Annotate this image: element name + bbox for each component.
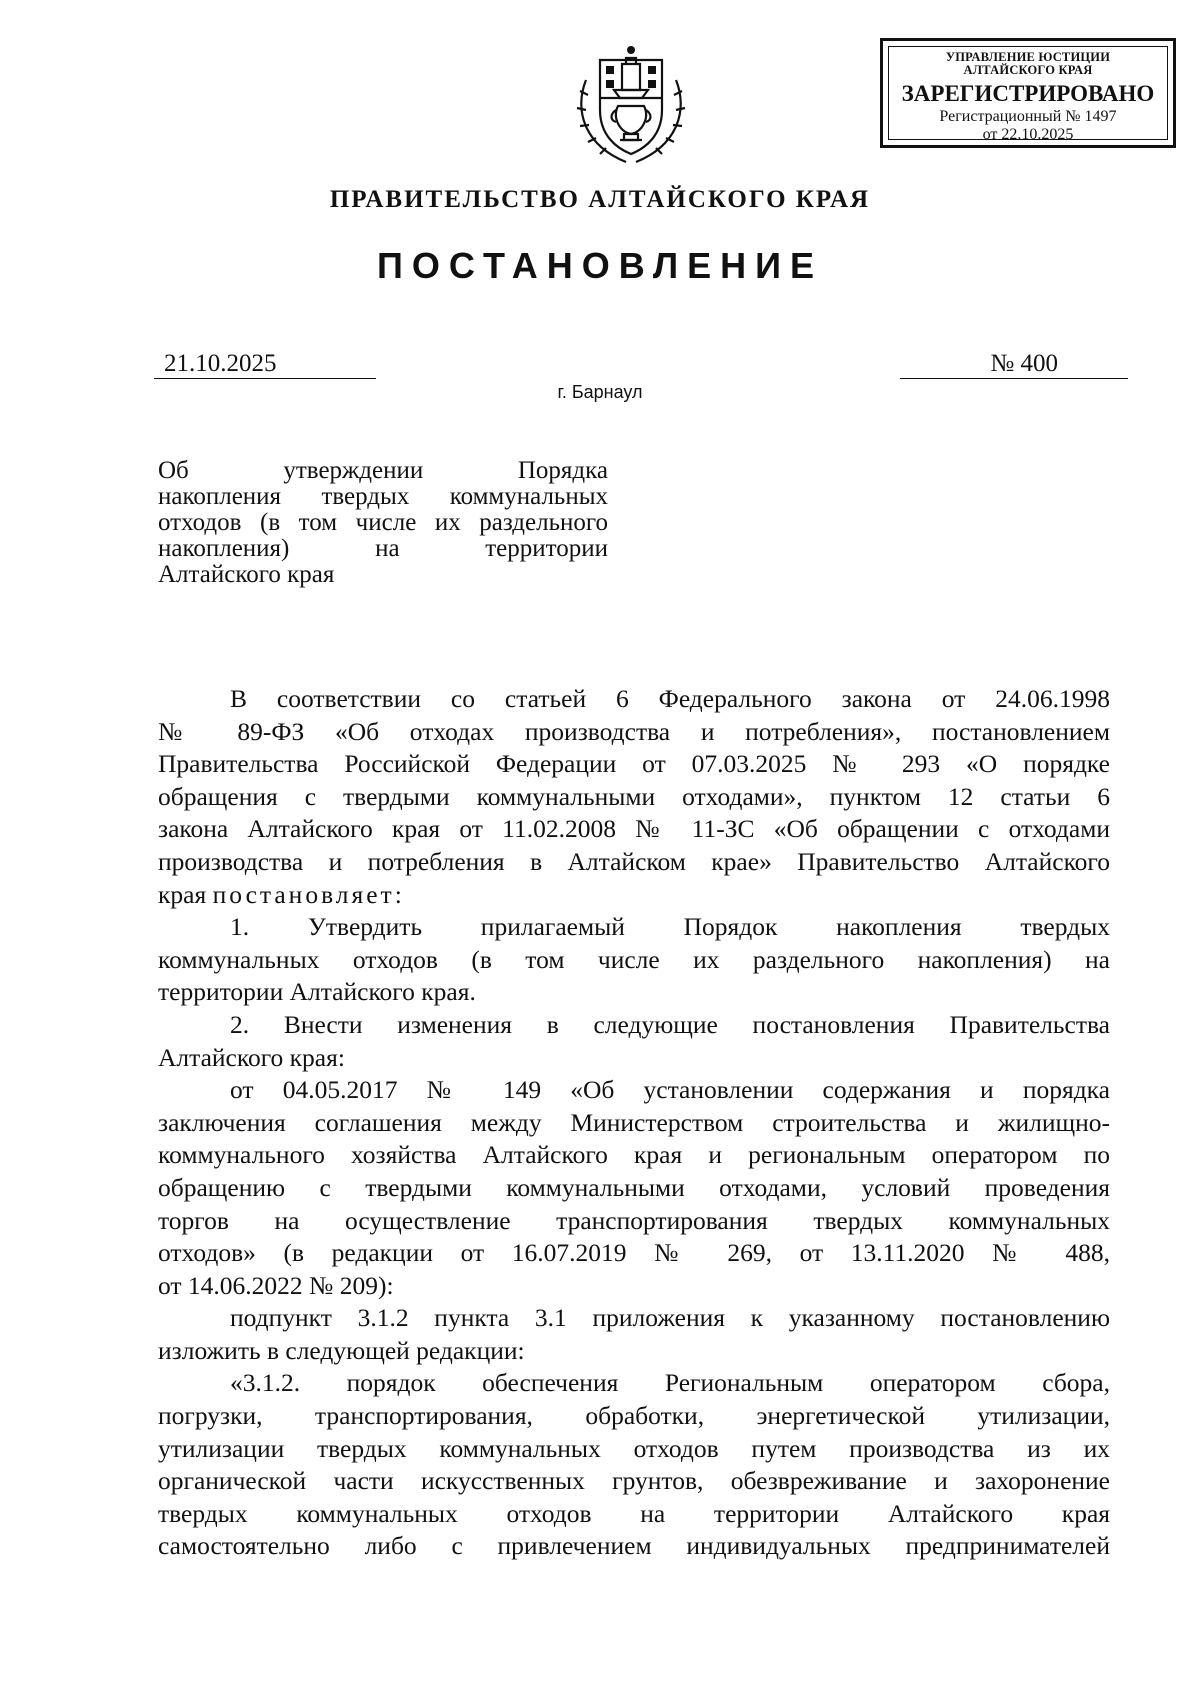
body-line: «3.1.2. порядок обеспечения Региональным оператором сбора,	[230, 1368, 1110, 1398]
body-line: самостоятельно либо с привлечением индивидуальных предпринимателей	[158, 1531, 1110, 1561]
stamp-org-line1: УПРАВЛЕНИЕ ЮСТИЦИИ	[945, 50, 1111, 64]
registration-stamp	[880, 38, 1176, 148]
altai-coat-of-arms-icon	[566, 40, 696, 170]
stamp-inner-frame	[888, 46, 1168, 143]
quote-continuation	[158, 1400, 1110, 1563]
stamp-status: ЗАРЕГИСТРИРОВАНО	[901, 81, 1155, 106]
body-line: коммунального хозяйства Алтайского края и региональным оператором по	[158, 1140, 1110, 1170]
decree-word: постановляет:	[212, 879, 405, 909]
body-line: погрузки, транспортирования, обработки, энергетической утилизации,	[158, 1401, 1110, 1431]
body-line-decree	[158, 879, 1110, 912]
body-line: органической части искусственных грунтов, обезвреживание и захоронение	[158, 1466, 1110, 1496]
stamp-org-line2: АЛТАЙСКОГО КРАЯ	[963, 63, 1093, 77]
decree-149-continuation	[158, 1107, 1110, 1303]
body-line: от 14.06.2022 № 209):	[158, 1270, 394, 1300]
document-city: г. Барнаул	[557, 382, 643, 402]
subject-line: Алтайского края	[158, 561, 335, 588]
stamp-reg-number: Регистрационный № 1497	[939, 108, 1117, 125]
quote-paragraph	[158, 1367, 1110, 1400]
government-title: ПРАВИТЕЛЬСТВО АЛТАЙСКОГО КРАЯ	[329, 186, 871, 213]
body-line: твердых коммунальных отходов на территории Алтайского края	[158, 1498, 1110, 1528]
body-line: В соответствии со статьей 6 Федерального закона от 24.06.1998	[230, 684, 1110, 713]
body-line: закона Алтайского края от 11.02.2008 № 11-ЗС «Об обращении с отходами	[158, 814, 1110, 844]
item-1-continuation	[158, 944, 1110, 1009]
body-line: № 89-ФЗ «Об отходах производства и потребления», постановлением	[158, 716, 1110, 746]
subitem-continuation	[158, 1335, 1110, 1368]
preamble-paragraph	[158, 683, 1110, 716]
document-subject	[158, 458, 608, 588]
body-line: подпункт 3.1.2 пункта 3.1 приложения к указанному постановлению	[230, 1303, 1110, 1333]
body-line: торгов на осуществление транспортирования твердых коммунальных	[158, 1205, 1110, 1235]
body-line: утилизации твердых коммунальных отходов путем производства из их	[158, 1433, 1110, 1463]
subject-line: накопления) на территории	[158, 535, 608, 562]
body-line: отходов» (в редакции от 16.07.2019 № 269, от 13.11.2020 № 488,	[158, 1238, 1110, 1268]
document-type-title: ПОСТАНОВЛЕНИЕ	[377, 245, 823, 286]
stamp-reg-date: от 22.10.2025	[982, 126, 1074, 143]
item-2	[158, 1009, 1110, 1042]
body-line: от 04.05.2017 № 149 «Об установлении содержания и порядка	[230, 1075, 1110, 1105]
body-line: изложить в следующей редакции:	[158, 1335, 525, 1365]
body-line: Правительства Российской Федерации от 07.03.2025 № 293 «О порядке	[158, 749, 1110, 779]
body-line: Алтайского края:	[158, 1042, 345, 1072]
body-line: 1. Утвердить прилагаемый Порядок накопления твердых	[230, 912, 1110, 942]
subject-line: накопления твердых коммунальных	[158, 483, 608, 510]
body-line: коммунальных отходов (в том числе их раздельного накопления) на	[158, 944, 1110, 974]
body-line: 2. Внести изменения в следующие постановления Правительства	[230, 1009, 1110, 1039]
stamp-organization	[889, 51, 1167, 77]
document-date: 21.10.2025	[154, 350, 376, 379]
body-line: производства и потребления в Алтайском крае» Правительство Алтайского	[158, 846, 1110, 876]
document-number: № 400	[900, 350, 1128, 379]
subitem-paragraph	[158, 1302, 1110, 1335]
body-line: обращению с твердыми коммунальными отходами, условий проведения	[158, 1172, 1110, 1202]
document-body	[158, 683, 1110, 1563]
body-line: обращения с твердыми коммунальными отходами», пунктом 12 статьи 6	[158, 781, 1110, 811]
subject-line: Об утверждении Порядка	[158, 457, 608, 484]
subject-line: отходов (в том числе их раздельного	[158, 509, 608, 536]
preamble-end: края	[158, 879, 207, 909]
decree-149	[158, 1074, 1110, 1107]
item-1	[158, 911, 1110, 944]
body-line: территории Алтайского края.	[158, 977, 476, 1007]
preamble-continuation	[158, 716, 1110, 912]
item-2-continuation	[158, 1042, 1110, 1075]
body-line: заключения соглашения между Министерством строительства и жилищно-	[158, 1107, 1110, 1137]
